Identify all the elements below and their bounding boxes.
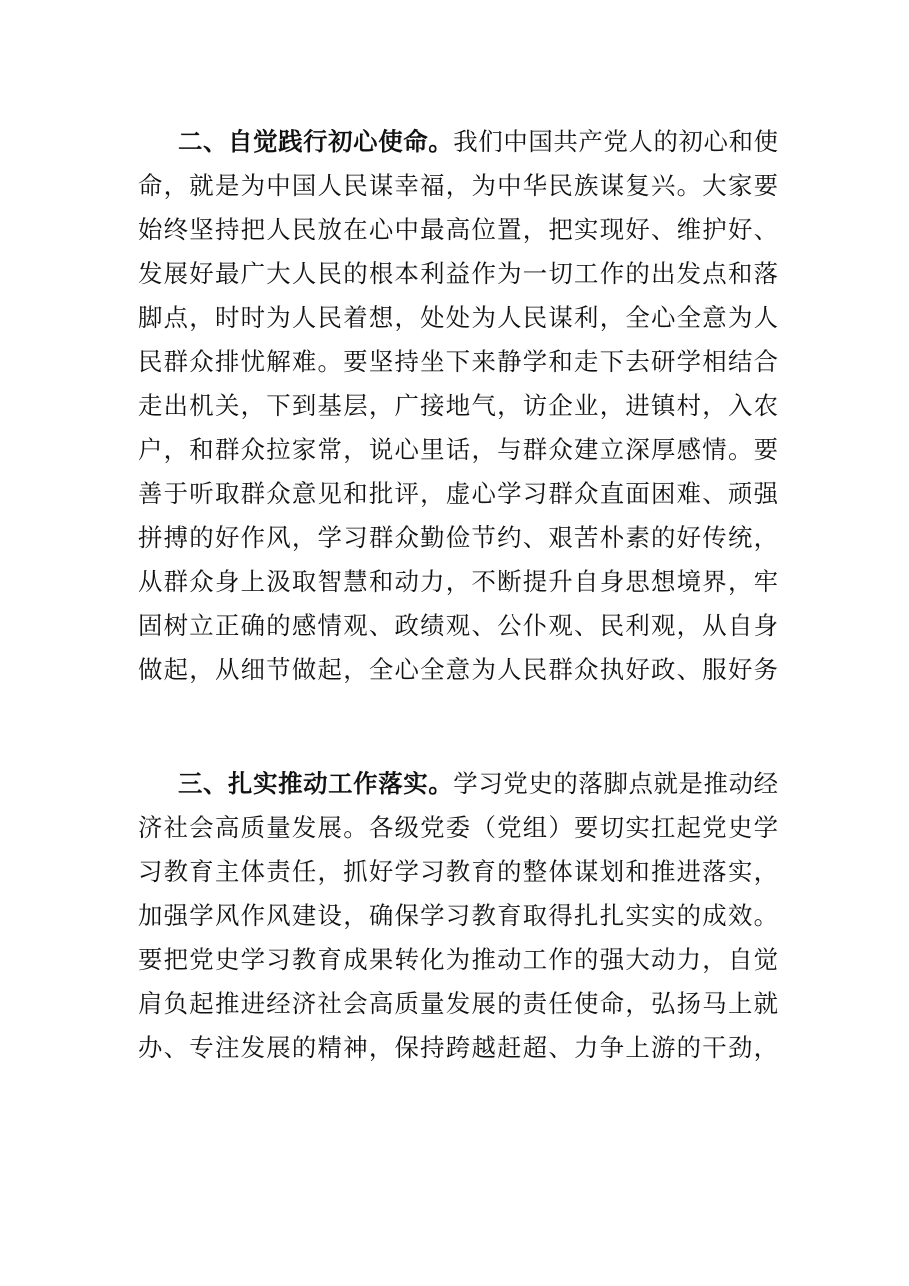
paragraph-line	[138, 762, 778, 806]
paragraph-line: 从群众身上汲取智慧和动力，不断提升自身思想境界，牢	[138, 567, 778, 596]
paragraph-line: 加强学风作风建设，确保学习教育取得扎扎实实的成效。	[138, 901, 778, 930]
paragraph-line: 办、专注发展的精神，保持跨越赶超、力争上游的干劲，	[138, 1033, 778, 1062]
paragraph-line: 济社会高质量发展。各级党委（党组）要切实扛起党史学	[138, 813, 778, 842]
section-3-heading: 三、扎实推动工作落实。	[178, 769, 454, 798]
paragraph-line-text: 学习党史的落脚点就是推动经	[453, 769, 778, 798]
paragraph-line: 要把党史学习教育成果转化为推动工作的强大动力，自觉	[138, 945, 778, 974]
paragraph-line: 始终坚持把人民放在心中最高位置，把实现好、维护好、	[138, 215, 778, 244]
paragraph-line: 拼搏的好作风，学习群众勤俭节约、艰苦朴素的好传统，	[138, 523, 778, 552]
paragraph-line: 善于听取群众意见和批评，虚心学习群众直面困难、顽强	[138, 479, 778, 508]
paragraph-line: 命，就是为中国人民谋幸福，为中华民族谋复兴。大家要	[138, 171, 778, 200]
paragraph-line: 户，和群众拉家常，说心里话，与群众建立深厚感情。要	[138, 435, 778, 464]
paragraph-line-text: 我们中国共产党人的初心和使	[453, 127, 778, 156]
paragraph-line: 做起，从细节做起，全心全意为人民群众执好政、服好务	[138, 655, 778, 684]
paragraph-line	[138, 120, 778, 164]
paragraph-line: 肩负起推进经济社会高质量发展的责任使命，弘扬马上就	[138, 989, 778, 1018]
paragraph-line: 固树立正确的感情观、政绩观、公仆观、民利观，从自身	[138, 611, 778, 640]
paragraph-line: 发展好最广大人民的根本利益作为一切工作的出发点和落	[138, 259, 778, 288]
paragraph-line: 走出机关，下到基层，广接地气，访企业，进镇村，入农	[138, 391, 778, 420]
paragraph-line: 习教育主体责任，抓好学习教育的整体谋划和推进落实，	[138, 857, 778, 886]
section-2-heading: 二、自觉践行初心使命。	[178, 127, 454, 156]
section-3-paragraph	[138, 762, 778, 1070]
paragraph-line: 民群众排忧解难。要坚持坐下来静学和走下去研学相结合	[138, 347, 778, 376]
section-2-paragraph	[138, 120, 778, 692]
paragraph-line: 脚点，时时为人民着想，处处为人民谋利，全心全意为人	[138, 303, 778, 332]
